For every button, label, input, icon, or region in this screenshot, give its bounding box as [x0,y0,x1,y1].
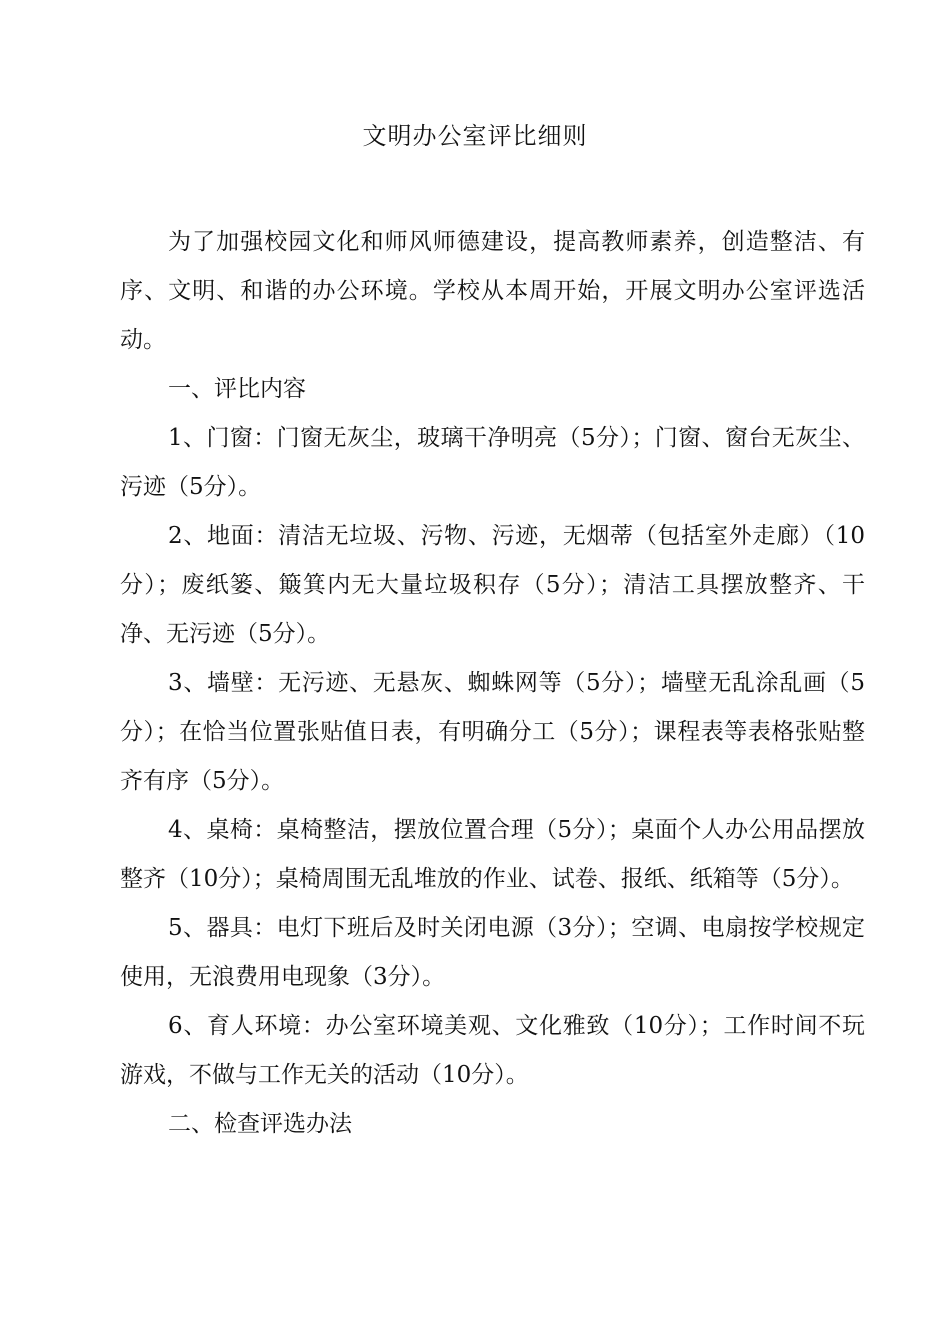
document-title: 文明办公室评比细则 [362,122,588,150]
criteria-item-appliances: 5、器具：电灯下班后及时关闭电源（3分）；空调、电扇按学校规定使用，无浪费用电现象（3分）。 [120,915,865,990]
criteria-item-desks-chairs: 4、桌椅：桌椅整洁，摆放位置合理（5分）；桌面个人办公用品摆放整齐（10分）；桌椅周围无乱堆放的作业、试卷、报纸、纸箱等（5分）。 [120,817,865,892]
criteria-item-doors-windows: 1、门窗：门窗无灰尘，玻璃干净明亮（5分）；门窗、窗台无灰尘、污迹（5分）。 [120,425,865,500]
criteria-item-environment: 6、育人环境：办公室环境美观、文化雅致（10分）；工作时间不玩游戏，不做与工作无关的活动（10分）。 [120,1013,865,1088]
document-body [120,218,865,1149]
intro-paragraph: 为了加强校园文化和师风师德建设，提高教师素养，创造整洁、有序、文明、和谐的办公环境。学校从本周开始，开展文明办公室评选活动。 [120,229,865,353]
criteria-item-walls: 3、墙壁：无污迹、无悬灰、蜘蛛网等（5分）；墙壁无乱涂乱画（5分）；在恰当位置张贴值日表，有明确分工（5分）；课程表等表格张贴整齐有序（5分）。 [120,670,865,794]
criteria-item-floor: 2、地面：清洁无垃圾、污物、污迹，无烟蒂（包括室外走廊）（10分）；废纸篓、簸箕内无大量垃圾积存（5分）；清洁工具摆放整齐、干净、无污迹（5分）。 [120,523,865,647]
section-heading-criteria: 一、评比内容 [168,376,306,402]
section-heading-inspection: 二、检查评选办法 [168,1111,352,1137]
